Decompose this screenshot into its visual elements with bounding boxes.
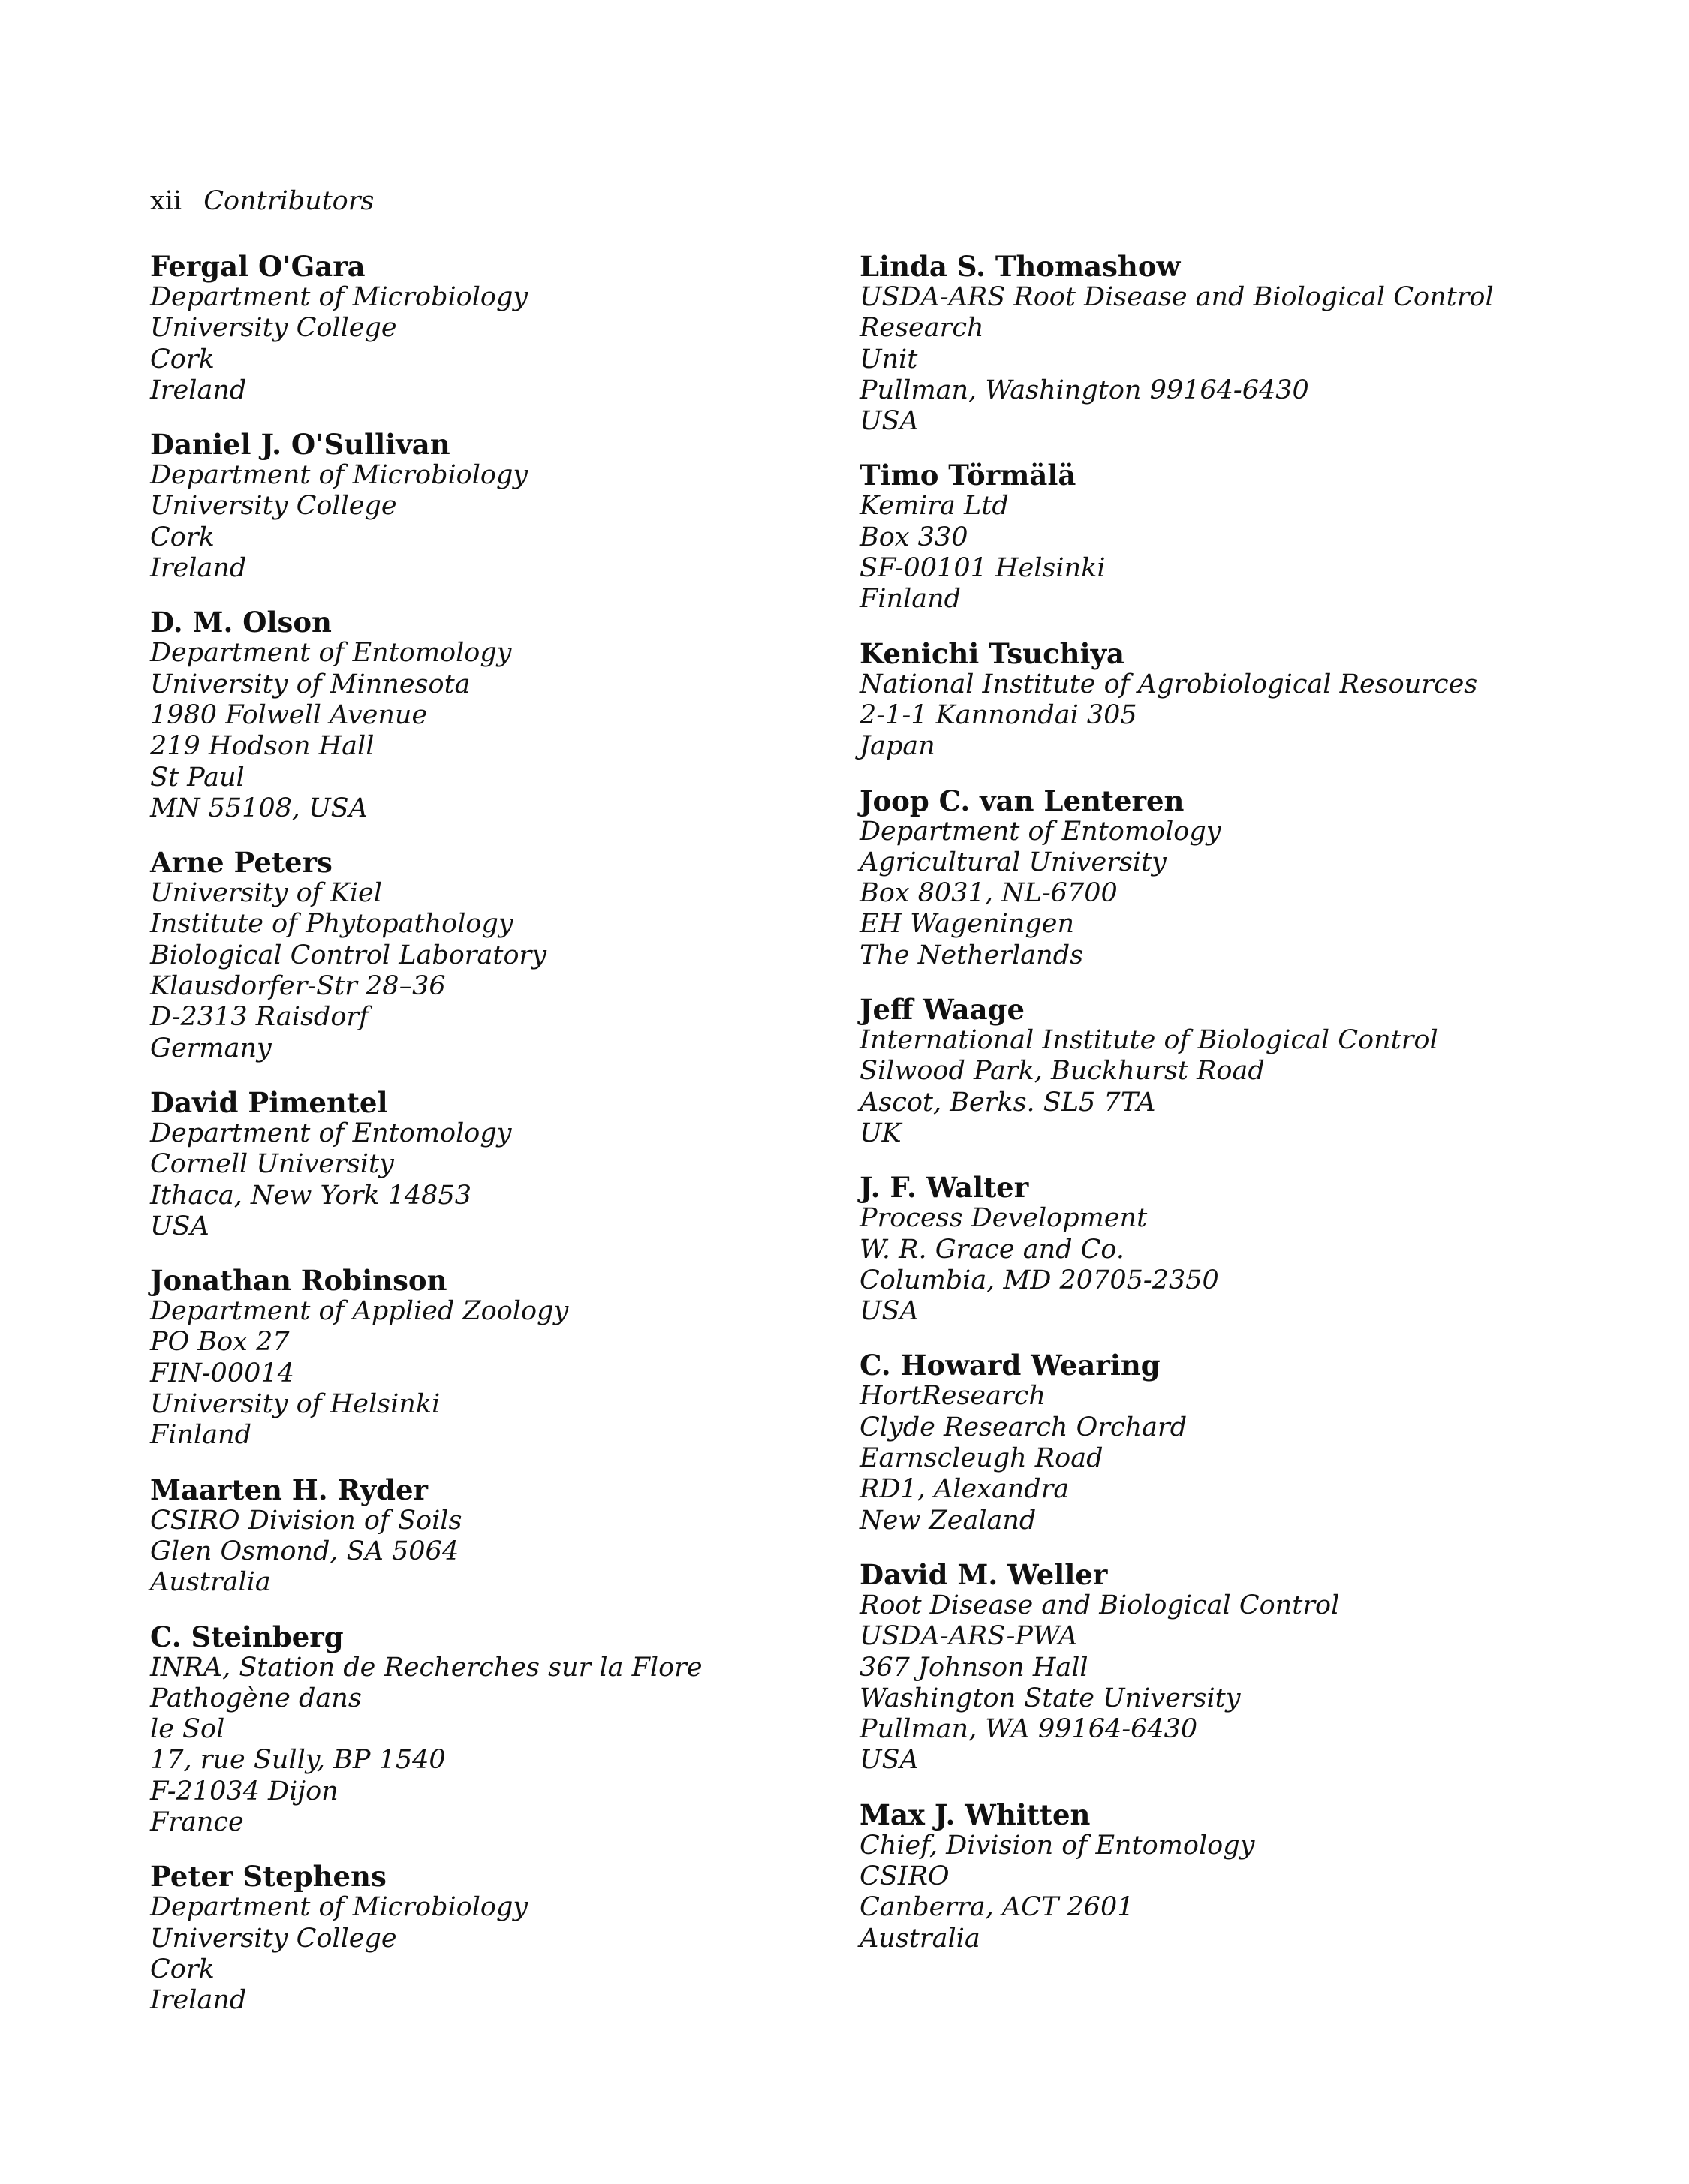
address-line: New Zealand	[860, 1505, 1037, 1536]
right-column	[860, 251, 1573, 1954]
contributor-name: Jeff Waage	[860, 993, 1025, 1027]
address-line: Finland	[860, 584, 962, 615]
address-line: Pullman, WA 99164-6430	[860, 1714, 1198, 1745]
address-line: MN 55108, USA	[150, 793, 368, 823]
address-line: Germany	[150, 1033, 272, 1063]
contributor-entry	[150, 1861, 826, 2016]
address-line: Department of Applied Zoology	[150, 1296, 569, 1327]
address-line: Department of Entomology	[860, 816, 1221, 847]
address-line: 219 Hodson Hall	[150, 731, 375, 762]
address-line: Root Disease and Biological Control	[860, 1590, 1340, 1620]
address-line: CSIRO Division of Soils	[150, 1505, 462, 1536]
address-line: University of Minnesota	[150, 669, 471, 699]
address-line: St Paul	[150, 762, 245, 793]
address-line: Department of Entomology	[150, 1118, 512, 1148]
address-line: USDA-ARS Root Disease and Biological Control Research	[860, 282, 1494, 344]
address-line: UK	[860, 1118, 902, 1148]
running-head	[150, 186, 374, 216]
contributor-name: J. F. Walter	[860, 1171, 1029, 1205]
address-line: Columbia, MD 20705-2350	[860, 1265, 1219, 1295]
contributor-entry	[150, 1475, 826, 1599]
address-line: Australia	[150, 1567, 271, 1598]
contributor-name: Fergal O'Gara	[150, 250, 366, 283]
address-line: France	[150, 1806, 244, 1837]
address-line: PO Box 27	[150, 1327, 290, 1358]
left-column	[150, 251, 826, 2016]
contributor-entry	[150, 1265, 826, 1451]
address-line: USA	[860, 1296, 919, 1327]
contributor-entry	[150, 1622, 826, 1839]
address-line: SF-00101 Helsinki	[860, 553, 1106, 584]
contributor-name: David M. Weller	[860, 1557, 1108, 1591]
address-line: F-21034 Dijon	[150, 1776, 339, 1806]
address-line: Cork	[150, 344, 215, 375]
address-line: 2-1-1 Kannondai 305	[860, 699, 1137, 730]
contributor-entry	[860, 1350, 1573, 1536]
contributor-name: Joop C. van Lenteren	[860, 784, 1185, 817]
address-line: Cork	[150, 1954, 215, 1984]
address-line: FIN-00014	[150, 1358, 294, 1388]
address-line: CSIRO	[860, 1861, 950, 1891]
contributor-entry	[150, 429, 826, 584]
address-line: USA	[860, 1745, 919, 1776]
address-line: 1980 Folwell Avenue	[150, 699, 428, 730]
address-line: USA	[860, 406, 919, 437]
contributor-name: D. M. Olson	[150, 606, 332, 639]
address-line: Process Development	[860, 1203, 1148, 1234]
address-line: Box 8031, NL-6700	[860, 878, 1118, 909]
address-line: Ithaca, New York 14853	[150, 1180, 471, 1211]
address-line: Department of Microbiology	[150, 1892, 528, 1923]
address-line: Ireland	[150, 1985, 247, 2016]
address-line: Institute of Phytopathology	[150, 909, 513, 940]
address-line: D-2313 Raisdorf	[150, 1002, 369, 1033]
address-line: Biological Control Laboratory	[150, 940, 547, 970]
contributor-entry	[860, 1797, 1573, 1954]
contributor-entry	[150, 1087, 826, 1242]
address-line: Ascot, Berks. SL5 7TA	[860, 1087, 1156, 1118]
address-line: Earnscleugh Road	[860, 1443, 1103, 1474]
address-line: Ireland	[150, 553, 247, 584]
address-line: Glen Osmond, SA 5064	[150, 1536, 459, 1566]
address-line: le Sol	[150, 1714, 225, 1745]
contributor-name: Daniel J. O'Sullivan	[150, 428, 450, 462]
contributor-entry	[860, 1557, 1573, 1776]
contributor-entry	[860, 1172, 1573, 1327]
address-line: Cornell University	[150, 1149, 394, 1180]
contributor-name: C. Steinberg	[150, 1620, 344, 1653]
page-number: xii	[150, 186, 182, 216]
address-line: Australia	[860, 1923, 980, 1954]
contributor-name: David Pimentel	[150, 1085, 388, 1119]
address-line: Finland	[150, 1420, 252, 1451]
contributor-entry	[860, 460, 1573, 615]
address-line: Silwood Park, Buckhurst Road	[860, 1056, 1265, 1087]
address-line: National Institute of Agrobiological Resources	[860, 669, 1478, 699]
contributor-entry	[150, 607, 826, 824]
address-line: University of Helsinki	[150, 1389, 441, 1420]
contributor-name: Peter Stephens	[150, 1860, 387, 1894]
contributor-name: Timo Törmälä	[860, 459, 1076, 492]
address-line: Japan	[860, 731, 935, 762]
address-line: 17, rue Sully, BP 1540	[150, 1745, 446, 1776]
address-line: INRA, Station de Recherches sur la Flore Pathogène dans	[150, 1652, 703, 1713]
address-line: Cork	[150, 522, 215, 552]
address-line: Department of Microbiology	[150, 460, 528, 491]
contributor-entry	[150, 847, 826, 1064]
address-line: EH Wageningen	[860, 909, 1075, 940]
address-line: University of Kiel	[150, 878, 382, 909]
contributor-name: Kenichi Tsuchiya	[860, 636, 1125, 670]
address-line: W. R. Grace and Co.	[860, 1234, 1125, 1265]
address-line: International Institute of Biological Control	[860, 1025, 1438, 1056]
contributor-entry	[860, 251, 1573, 437]
address-line: University College	[150, 1923, 397, 1954]
address-line: USA	[150, 1211, 209, 1241]
contributor-name: Jonathan Robinson	[150, 1264, 447, 1298]
contributor-entry	[860, 994, 1573, 1149]
contributor-name: C. Howard Wearing	[860, 1349, 1161, 1382]
address-line: Chief, Division of Entomology	[860, 1830, 1255, 1861]
address-line: University College	[150, 313, 397, 344]
contributor-name: Linda S. Thomashow	[860, 250, 1181, 283]
address-line: Ireland	[150, 375, 247, 405]
address-line: University College	[150, 491, 397, 522]
address-line: Box 330	[860, 522, 968, 552]
section-title: Contributors	[203, 186, 375, 216]
address-line: USDA-ARS-PWA	[860, 1621, 1078, 1652]
address-line: The Netherlands	[860, 940, 1084, 970]
address-line: Department of Entomology	[150, 638, 512, 669]
address-line: HortResearch	[860, 1381, 1046, 1412]
address-line: Klausdorfer-Str 28–36	[150, 971, 446, 1002]
contributor-entry	[150, 251, 826, 406]
address-line: Pullman, Washington 99164-6430	[860, 375, 1309, 405]
contributor-name: Max J. Whitten	[860, 1797, 1091, 1831]
address-line: 367 Johnson Hall	[860, 1652, 1088, 1683]
address-line: RD1, Alexandra	[860, 1474, 1070, 1505]
address-line: Clyde Research Orchard	[860, 1412, 1188, 1442]
address-line: Unit	[860, 344, 918, 375]
address-line: Agricultural University	[860, 847, 1167, 877]
address-line: Kemira Ltd	[860, 491, 1009, 522]
contributor-name: Arne Peters	[150, 846, 333, 880]
contributor-entry	[860, 786, 1573, 971]
address-line: Washington State University	[860, 1683, 1241, 1713]
contributor-name: Maarten H. Ryder	[150, 1473, 429, 1506]
address-line: Department of Microbiology	[150, 282, 528, 312]
contributor-entry	[860, 636, 1573, 763]
address-line: Canberra, ACT 2601	[860, 1892, 1134, 1923]
